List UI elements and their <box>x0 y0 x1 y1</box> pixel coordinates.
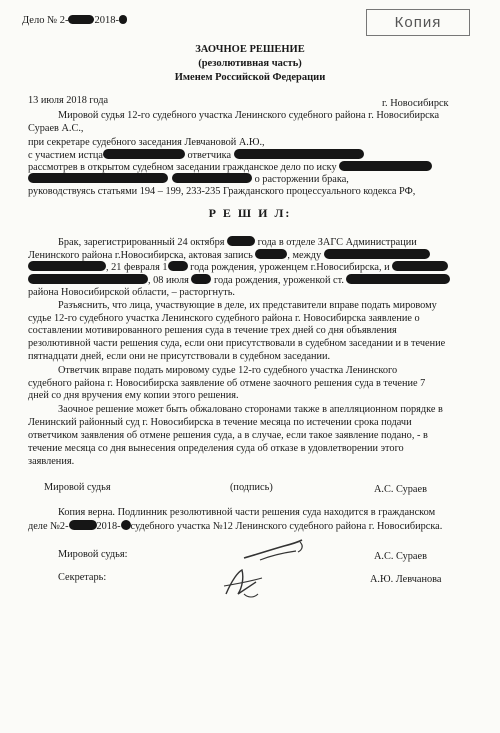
intro-text: рассмотрев в открытом судебном заседании гражданское дело по иску <box>28 162 337 173</box>
body-text: , 08 июля <box>148 275 189 286</box>
body-line: района Новосибирской области, – расторгнуть. <box>28 287 235 298</box>
intro-line: Мировой судья 12-го судебного участка Ленинского судебного района г. Новосибирска <box>58 110 440 121</box>
body-line: Ленинский районный суд г. Новосибирска в течение месяца по истечении срока подачи <box>28 417 412 428</box>
intro-text: с участием истца <box>28 150 103 161</box>
body-line: судье 12-го судебного участка Ленинского судебного района г. Новосибирска заявление о <box>28 313 420 324</box>
body-line <box>58 236 417 248</box>
body-line: пятнадцати дней, если они не присутствовали в судебном заседании. <box>28 351 331 362</box>
body-line: Разъяснить, что лица, участвующие в деле, их представители вправе подать мировому <box>58 300 437 311</box>
body-text: , 21 февраля 1 <box>106 262 168 273</box>
redaction <box>168 261 188 271</box>
secretary-name: А.Ю. Левчанова <box>370 574 442 585</box>
body-line: резолютивной части решения суда, если они присутствовали в судебном заседании и в течение <box>28 338 446 349</box>
redaction <box>324 249 430 259</box>
body-line: дней со дня вручения ему копии этого решения. <box>28 390 239 401</box>
body-line <box>28 249 430 261</box>
judge-signature-icon <box>240 536 310 566</box>
decision-city: г. Новосибирск <box>382 98 449 109</box>
body-text: года рождения, уроженцем г.Новосибирска, и <box>190 262 390 273</box>
body-line: составлении мотивированного решения суда в течение трех дней со дня объявления <box>28 325 397 336</box>
copy-note-line: Копия верна. Подлинник резолютивной части решения суда находится в гражданском <box>58 507 436 518</box>
copy-stamp: Копия <box>366 9 470 36</box>
secretary-signature-icon <box>218 564 268 604</box>
body-text: года рождения, уроженкой ст. <box>214 275 344 286</box>
copy-note-text: деле №2- <box>28 521 69 532</box>
redaction <box>255 249 287 259</box>
redaction <box>28 274 148 284</box>
resolved-heading: Р Е Ш И Л: <box>208 206 292 220</box>
decision-date: 13 июля 2018 года <box>28 95 109 106</box>
case-number <box>22 15 127 26</box>
intro-line: при секретаре судебного заседания Левчановой А.Ю., <box>28 137 265 148</box>
body-line: судебного района г. Новосибирска заявление об отмене заочного решения суда в течение 7 <box>28 378 426 389</box>
intro-text: ответчика <box>187 150 232 161</box>
redaction <box>119 15 127 24</box>
redaction <box>28 173 168 183</box>
body-text: года в отделе ЗАГС Администрации <box>257 237 417 248</box>
redaction <box>346 274 450 284</box>
body-line: ответчиком заявления об отмене решения суда, а в случае, если такое заявление подано, - в <box>28 430 428 441</box>
redaction <box>339 161 432 171</box>
redaction <box>121 520 131 530</box>
case-number-prefix: Дело № 2- <box>22 15 69 26</box>
body-line: течение месяца со дня вынесения определения суда об отказе в удовлетворении этого <box>28 443 404 454</box>
redaction <box>234 149 364 159</box>
case-number-year: 2018- <box>94 15 119 26</box>
copy-note-text: 2018- <box>96 521 121 532</box>
intro-line: руководствуясь статьями 194 – 199, 233-235 Гражданского процессуального кодекса РФ, <box>28 186 416 197</box>
intro-line <box>28 173 349 185</box>
document-authority: Именем Российской Федерации <box>174 72 326 83</box>
secretary-role-label: Секретарь: <box>58 572 107 583</box>
signature-placeholder: (подпись) <box>230 482 273 493</box>
redaction <box>103 149 185 159</box>
body-line <box>28 274 450 286</box>
document-title: ЗАОЧНОЕ РЕШЕНИЕ <box>195 44 305 55</box>
body-line: заявления. <box>28 456 75 467</box>
copy-note-text: судебного участка №12 Ленинского судебного района г. Новосибирска. <box>130 521 443 532</box>
redaction <box>227 236 255 246</box>
intro-line <box>28 149 364 161</box>
body-line: Заочное решение может быть обжаловано сторонами также в апелляционном порядке в <box>58 404 443 415</box>
redaction <box>28 261 106 271</box>
judge-name: Сураев А.С., <box>28 123 84 134</box>
body-text: Брак, зарегистрированный 24 октября <box>58 237 225 248</box>
judge-role-label: Мировой судья: <box>58 549 128 560</box>
document-subtitle: (резолютивная часть) <box>198 58 302 69</box>
redaction <box>392 261 448 271</box>
body-text: , между <box>287 250 322 261</box>
copy-note-line <box>28 520 442 532</box>
body-line: Ответчик вправе подать мировому судье 12-го судебного участка Ленинского <box>58 365 398 376</box>
intro-text: о расторжении брака, <box>254 174 349 185</box>
redaction <box>172 173 252 183</box>
redaction <box>191 274 211 284</box>
body-line <box>28 261 448 273</box>
body-text: Ленинского района г.Новосибирска, актовая запись <box>28 250 253 261</box>
judge-role-label: Мировой судья <box>44 482 111 493</box>
redaction <box>69 520 97 530</box>
redaction <box>68 15 94 24</box>
intro-line <box>28 161 432 173</box>
judge-name-signature: А.С. Сураев <box>374 551 427 562</box>
judge-name-signature: А.С. Сураев <box>374 484 427 495</box>
